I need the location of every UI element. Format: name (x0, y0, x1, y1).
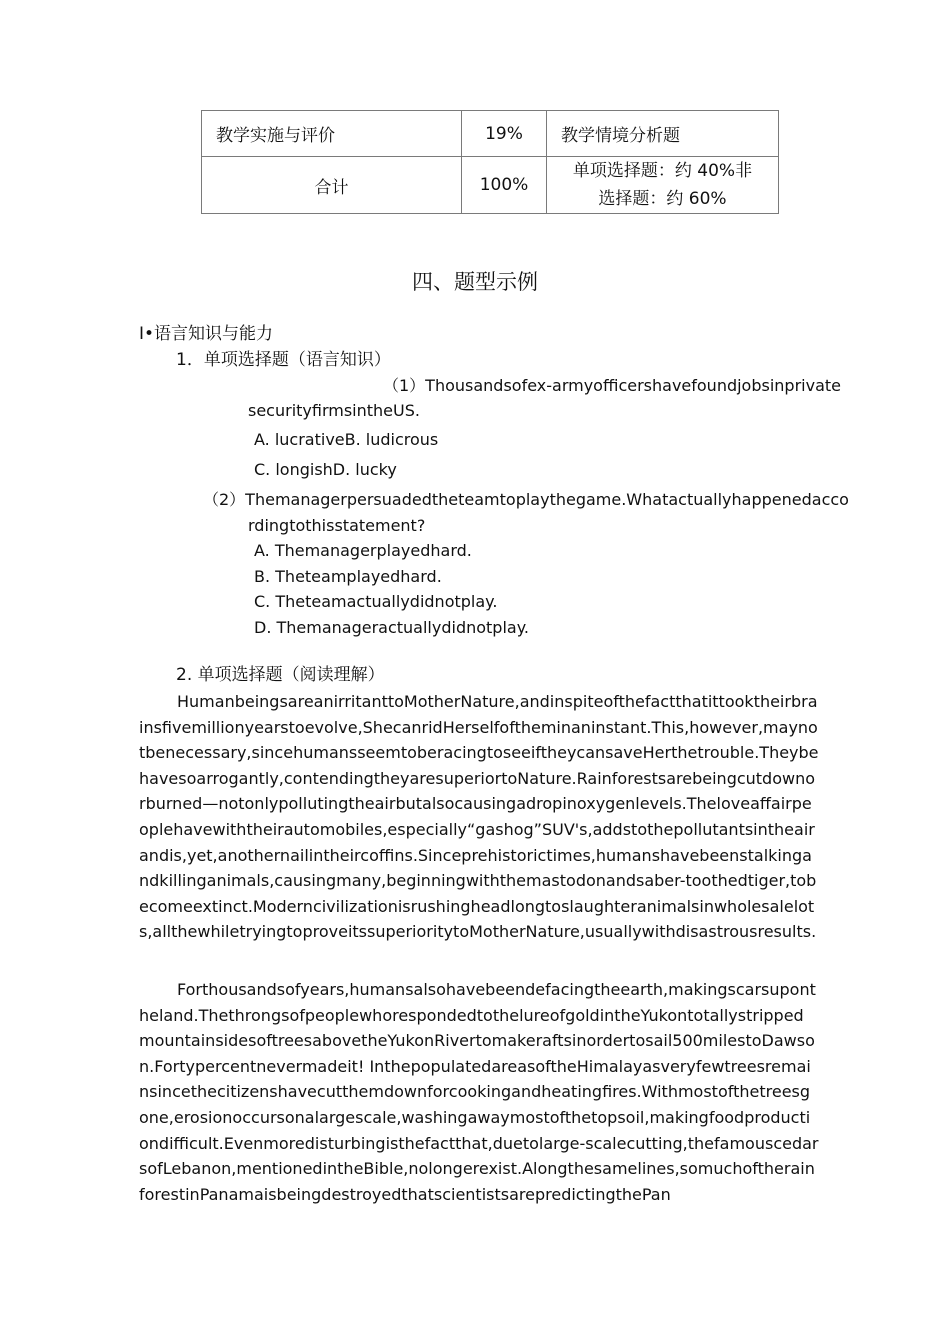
table-row (202, 111, 779, 157)
q1-title: 1．单项选择题（语言知识） (176, 350, 391, 370)
q1-item2-option-b: B. Theteamplayedhard. (254, 567, 442, 586)
table-cell: 教学实施与评价 (202, 111, 462, 157)
q1-item2-option-d: D. Themanageractuallydidnotplay. (254, 618, 529, 637)
section-title: 四、题型示例 (412, 270, 538, 294)
part-heading: I•语言知识与能力 (139, 324, 274, 344)
q1-item2-line2: rdingtothisstatement? (248, 516, 426, 535)
q1-item2-line1: （2）Themanagerpersuadedtheteamtoplaythegame.Whatactuallyhappenedacco (203, 490, 849, 509)
q1-item1-line2: securityfirmsintheUS. (248, 401, 420, 420)
table-cell (547, 157, 779, 214)
table-row (202, 157, 779, 214)
table-cell: 教学情境分析题 (547, 111, 779, 157)
q1-item1-options-ab: A. lucrativeB. ludicrous (254, 430, 439, 449)
table-cell: 19% (462, 111, 547, 157)
q1-item2-option-a: A. Themanagerplayedhard. (254, 541, 472, 560)
passage-paragraph-1: HumanbeingsareanirritanttoMotherNature,andinspiteofthefactthatittooktheirbrainsfivemillionyearstoevolve,ShecanridHerselfoftheminaninstant.This,however,maynotbenecessary,sincehumansseemtoberacingtoseeiftheycansaveHerthetrouble.Theybehavesoarrogantly,contendingtheyaresuperiortoNature.Rainforestsarebeingcutdownorburned—notonlypollutingtheairbutalsocausingadropinoxygenlevels.Theloveaffairpeoplehavewiththeirautomobiles,especially“gashog”SUV's,addstothepollutantsintheairandis,yet,anothernailintheircoffins.Sinceprehistorictimes,humanshavebeenstalkingandkillinganimals,causingmany,beginningwiththemastodonandsaber-toothedtiger,tobecomeextinct.Moderncivilizationisrushingheadlongtoslaughteranimalsinwholesalelots,allthewhiletryingtoproveitssuperioritytoMotherNature,usuallywithdisastrousresults. (139, 692, 819, 942)
table-cell-line: 单项选择题：约 40%非 (572, 161, 753, 181)
q2-title: 2. 单项选择题（阅读理解） (176, 665, 385, 685)
q1-item1-options-cd: C. longishD. lucky (254, 460, 397, 479)
weight-table (201, 110, 779, 214)
table-cell: 100% (462, 157, 547, 214)
passage-paragraph-2: Forthousandsofyears,humansalsohavebeendefacingtheearth,makingscarsupontheland.ThethrongsofpeoplewhorespondedtothelureofgoldintheYukontotallystrippedmountainsidesoftreesabovetheYukonRivertomakeraftsinordertosail500milestoDawson.Fortypercentnevermadeit! InthepopulatedareasoftheHimalayasveryfewtreesremainsincethecitizenshavecutthemdownforcookingandheatingfires.Withmostofthetreesgone,erosionoccursonalargescale,washingawaymostofthetopsoil,makingfoodproductiondifficult.Evenmoredisturbingisthefactthat,duetolarge-scalecutting,thefamouscedarsofLebanon,mentionedintheBible,nolongerexist.Alongthesamelines,somuchoftherainforestinPanamaisbeingdestroyedthatscientistsarepredictingthePan (139, 980, 819, 1204)
q1-item1-line1: （1）Thousandsofex-armyofficershavefoundjobsinprivate (383, 376, 841, 395)
q1-item2-option-c: C. Theteamactuallydidnotplay. (254, 592, 498, 611)
table-cell-line: 选择题：约 60% (598, 189, 727, 209)
table-cell: 合计 (202, 157, 462, 214)
